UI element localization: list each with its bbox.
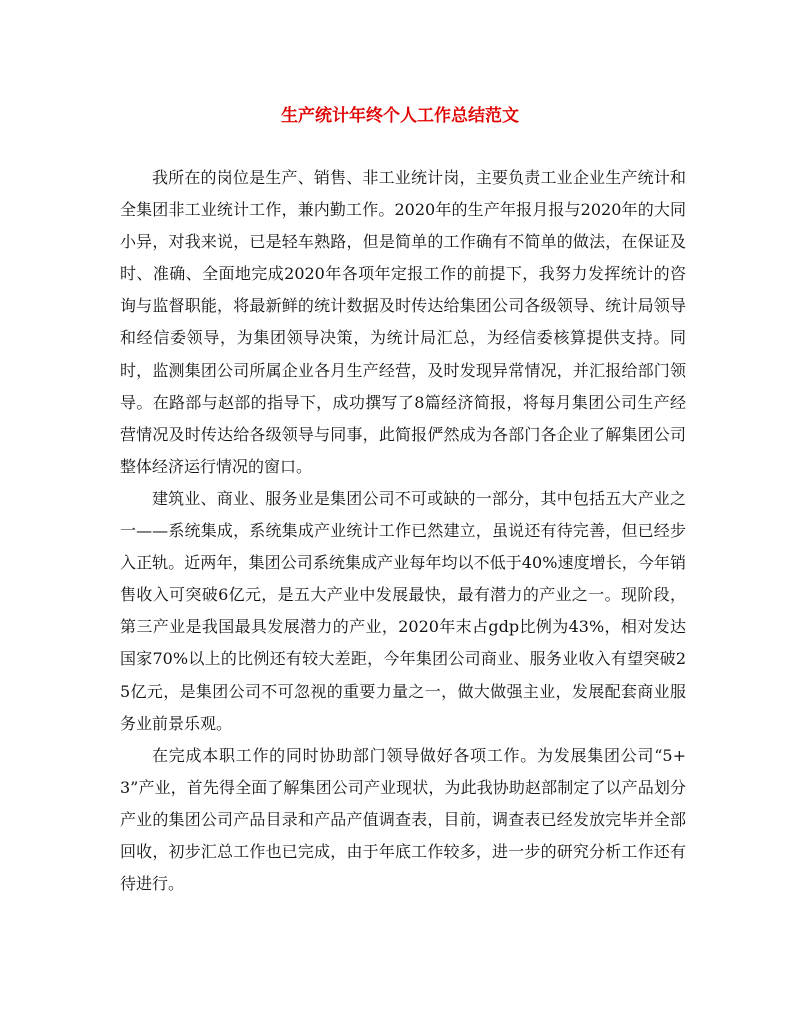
paragraph-3: 在完成本职工作的同时协助部门领导做好各项工作。为发展集团公司“5+3”产业，首先得全面了解集团公司产业现状，为此我协助赵部制定了以产品划分产业的集团公司产品目录和产品产值调查表，目前，调查表已经发放完毕并全部回收，初步汇总工作也已完成，由于年底工作较多，进一步的研究分析工作还有待进行。 bbox=[120, 745, 686, 894]
paragraph-1: 我所在的岗位是生产、销售、非工业统计岗，主要负责工业企业生产统计和全集团非工业统计工作，兼内勤工作。2020年的生产年报月报与2020年的大同小异，对我来说，已是轻车熟路，但是简单的工作确有不简单的做法，在保证及时、准确、全面地完成2020年各项年定报工作的前提下，我努力发挥统计的咨询与监督职能，将最新鲜的统计数据及时传达给集团公司各级领导、统计局领导和经信委领导，为集团领导决策，为统计局汇总，为经信委核算提供支持。同时，监测集团公司所属企业各月生产经营，及时发现异常情况，并汇报给部门领导。在路部与赵部的指导下，成功撰写了8篇经济简报，将每月集团公司生产经营情况及时传达给各级领导与同事，此简报俨然成为各部门各企业了解集团公司整体经济运行情况的窗口。 bbox=[120, 168, 686, 476]
document-body bbox=[120, 162, 686, 900]
document-title: 生产统计年终个人工作总结范文 bbox=[281, 106, 519, 126]
paragraph-2: 建筑业、商业、服务业是集团公司不可或缺的一部分，其中包括五大产业之一——系统集成，系统集成产业统计工作已然建立，虽说还有待完善，但已经步入正轨。近两年，集团公司系统集成产业每年均以不低于40%速度增长，今年销售收入可突破6亿元，是五大产业中发展最快，最有潜力的产业之一。现阶段，第三产业是我国最具发展潜力的产业，2020年末占gdp比例为43%，相对发达国家70%以上的比例还有较大差距，今年集团公司商业、服务业收入有望突破25亿元，是集团公司不可忽视的重要力量之一，做大做强主业，发展配套商业服务业前景乐观。 bbox=[120, 488, 686, 733]
